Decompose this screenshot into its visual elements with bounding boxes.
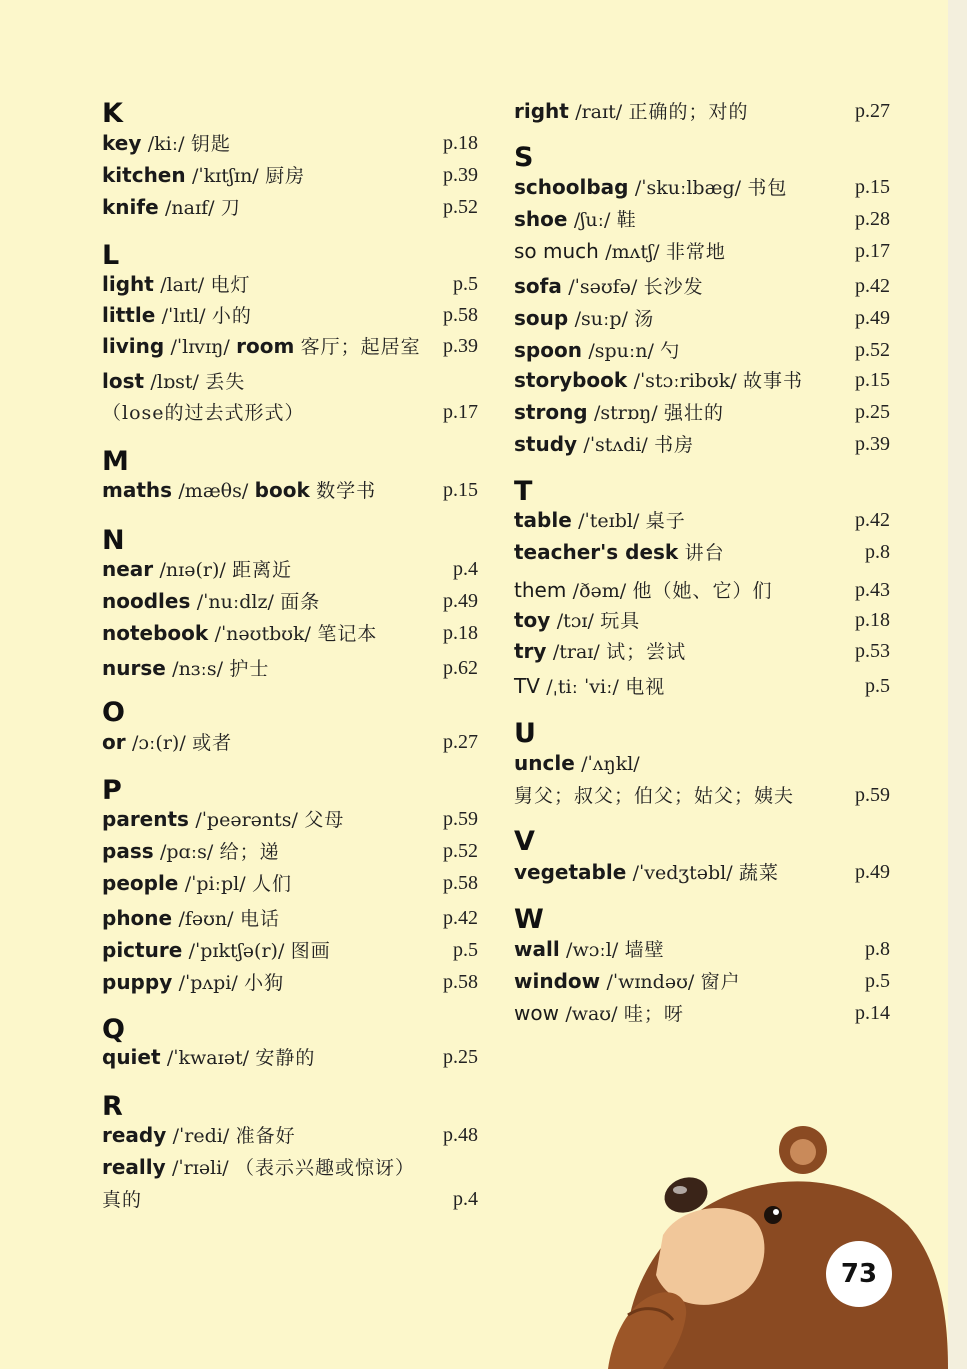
glossary-entry <box>102 618 478 648</box>
glossary-entry <box>514 537 890 567</box>
entry-phonetic: /mʌtʃ/ <box>605 241 660 263</box>
entry-word: maths <box>102 478 173 502</box>
entry-page-ref: p.5 <box>453 939 478 961</box>
entry-word: living <box>102 334 165 358</box>
glossary-entry <box>514 365 890 395</box>
entry-page-ref: p.58 <box>443 971 478 993</box>
entry-phonetic: /ˈʌŋkl/ <box>581 753 640 775</box>
entry-word: wow <box>514 1001 559 1025</box>
glossary-entry <box>102 1042 478 1072</box>
entry-page-ref: p.4 <box>453 1188 478 1210</box>
entry-page-ref: p.5 <box>865 675 890 697</box>
entry-page-ref: p.8 <box>865 938 890 960</box>
section-letter-q: Q <box>102 1014 125 1045</box>
entry-page-ref: p.14 <box>855 1002 890 1024</box>
section-letter-m: M <box>102 446 129 477</box>
entry-word: TV <box>514 674 540 698</box>
entry-meaning: 厨房 <box>265 165 306 187</box>
entry-page-ref: p.49 <box>443 590 478 612</box>
entry-meaning: 安静的 <box>255 1047 316 1069</box>
entry-meaning: 哇；呀 <box>623 1003 684 1025</box>
entry-page-ref: p.15 <box>443 479 478 501</box>
entry-phonetic: /ˈnəʊtbʊk/ <box>214 623 311 645</box>
glossary-entry <box>102 300 478 330</box>
entry-page-ref: p.59 <box>443 808 478 830</box>
glossary-entry <box>514 636 890 666</box>
glossary-entry <box>102 160 478 190</box>
glossary-entry <box>102 1184 478 1214</box>
glossary-entry <box>514 998 890 1028</box>
glossary-entry <box>102 903 478 933</box>
glossary-entry <box>102 397 478 427</box>
entry-word: soup <box>514 306 569 330</box>
bear-illustration <box>608 1115 948 1369</box>
entry-phonetic: /ˈredi/ <box>172 1125 230 1147</box>
entry-phonetic: /ʃuː/ <box>573 209 611 231</box>
entry-word: phone <box>102 906 173 930</box>
section-letter-s: S <box>514 142 534 173</box>
entry-meaning: 笔记本 <box>317 623 378 645</box>
glossary-entry <box>514 857 890 887</box>
entry-phonetic: /spuːn/ <box>588 340 654 362</box>
entry-phonetic: /ˈteɪbl/ <box>578 510 640 532</box>
glossary-entry <box>514 966 890 996</box>
entry-meaning: 护士 <box>229 658 270 680</box>
entry-page-ref: p.15 <box>855 176 890 198</box>
glossary-entry <box>102 836 478 866</box>
entry-phonetic: /ˈstʌdi/ <box>583 434 648 456</box>
entry-page-ref: p.25 <box>443 1046 478 1068</box>
entry-word: picture <box>102 938 183 962</box>
section-letter-p: P <box>102 775 122 806</box>
entry-meaning: （表示兴趣或惊讶） <box>234 1157 415 1179</box>
entry-meaning: 试；尝试 <box>606 641 687 663</box>
entry-phonetic: /ˈstɔːribʊk/ <box>633 370 737 392</box>
glossary-entry <box>514 172 890 202</box>
entry-page-ref: p.52 <box>443 840 478 862</box>
entry-phonetic: /nɪə(r)/ <box>159 559 226 581</box>
entry-phonetic: /ˈskuːlbæg/ <box>634 177 742 199</box>
entry-word: vegetable <box>514 860 627 884</box>
entry-phonetic: /kiː/ <box>147 133 185 155</box>
entry-page-ref: p.52 <box>443 196 478 218</box>
glossary-entry <box>102 727 478 757</box>
entry-word: window <box>514 969 601 993</box>
entry-meaning: 距离近 <box>232 559 293 581</box>
entry-meaning: 正确的；对的 <box>628 101 749 123</box>
entry-meaning: 蔬菜 <box>739 862 780 884</box>
entry-meaning: 电视 <box>625 676 666 698</box>
entry-word: so much <box>514 239 599 263</box>
entry-phonetic: /ˈlɪvɪŋ/ <box>170 336 230 358</box>
entry-phonetic: /pɑːs/ <box>159 841 214 863</box>
entry-word: notebook <box>102 621 209 645</box>
entry-phonetic: /ˈrɪəli/ <box>172 1157 229 1179</box>
entry-meaning: 桌子 <box>645 510 686 532</box>
entry-meaning: 数学书 <box>316 480 377 502</box>
section-letter-k: K <box>102 98 123 129</box>
entry-word: schoolbag <box>514 175 629 199</box>
entry-page-ref: p.17 <box>443 401 478 423</box>
glossary-entry <box>514 96 890 126</box>
entry-meaning: 父母 <box>304 809 345 831</box>
entry-phonetic: /ˈkwaɪət/ <box>166 1047 249 1069</box>
glossary-entry <box>102 128 478 158</box>
entry-meaning: 鞋 <box>616 209 637 231</box>
glossary-entry <box>102 868 478 898</box>
entry-meaning: 墙壁 <box>624 939 665 961</box>
glossary-entry <box>102 1120 478 1150</box>
entry-word: uncle <box>514 751 575 775</box>
entry-word: parents <box>102 807 189 831</box>
entry-word: people <box>102 871 179 895</box>
glossary-entry <box>102 366 478 396</box>
entry-meaning: 丢失 <box>205 371 246 393</box>
entry-meaning: （lose的过去式形式） <box>102 402 305 424</box>
section-letter-n: N <box>102 525 125 556</box>
entry-word: puppy <box>102 970 173 994</box>
entry-phonetic: /raɪt/ <box>575 101 623 123</box>
page-number: 73 <box>826 1241 892 1307</box>
entry-word: table <box>514 508 572 532</box>
entry-phonetic: /laɪt/ <box>160 274 205 296</box>
entry-meaning: 长沙发 <box>643 276 704 298</box>
entry-page-ref: p.8 <box>865 541 890 563</box>
entry-word: strong <box>514 400 588 424</box>
entry-page-ref: p.58 <box>443 304 478 326</box>
glossary-entry <box>514 335 890 365</box>
entry-meaning: 书包 <box>747 177 788 199</box>
glossary-entry <box>514 748 890 778</box>
entry-phonetic: /ˌtiː ˈviː/ <box>546 676 619 698</box>
entry-word: pass <box>102 839 154 863</box>
entry-meaning: 钥匙 <box>190 133 231 155</box>
entry-meaning: 汤 <box>634 308 655 330</box>
entry-page-ref: p.49 <box>855 861 890 883</box>
entry-phonetic: /wɔːl/ <box>566 939 619 961</box>
entry-word: quiet <box>102 1045 161 1069</box>
glossary-entry <box>514 397 890 427</box>
entry-page-ref: p.49 <box>855 307 890 329</box>
entry-page-ref: p.18 <box>443 132 478 154</box>
glossary-entry <box>514 605 890 635</box>
entry-page-ref: p.58 <box>443 872 478 894</box>
entry-meaning: 勺 <box>660 340 681 362</box>
entry-word: nurse <box>102 656 166 680</box>
section-letter-r: R <box>102 1091 123 1122</box>
section-letter-l: L <box>102 240 120 271</box>
entry-phonetic: /ɔː(r)/ <box>131 732 186 754</box>
glossary-entry <box>102 653 478 683</box>
entry-page-ref: p.62 <box>443 657 478 679</box>
entry-meaning: 故事书 <box>743 370 804 392</box>
entry-meaning: 强壮的 <box>664 402 725 424</box>
entry-word: near <box>102 557 154 581</box>
section-letter-o: O <box>102 697 125 728</box>
entry-word: right <box>514 99 569 123</box>
entry-phonetic: /ˈwɪndəʊ/ <box>606 971 695 993</box>
glossary-entry <box>102 935 478 965</box>
entry-page-ref: p.42 <box>855 275 890 297</box>
glossary-entry <box>102 967 478 997</box>
entry-meaning: 刀 <box>220 197 241 219</box>
entry-word: try <box>514 639 547 663</box>
entry-phonetic: /ˈpiːpl/ <box>184 873 246 895</box>
glossary-entry <box>514 575 890 605</box>
entry-meaning: 面条 <box>280 591 321 613</box>
entry-phonetic: /traɪ/ <box>552 641 600 663</box>
entry-phonetic: /tɔɪ/ <box>556 610 594 632</box>
glossary-entry <box>514 505 890 535</box>
section-letter-u: U <box>514 718 536 749</box>
glossary-entry <box>514 204 890 234</box>
entry-word: study <box>514 432 578 456</box>
entry-meaning: 窗户 <box>700 971 741 993</box>
entry-meaning: 或者 <box>192 732 233 754</box>
entry-word: them <box>514 578 567 602</box>
entry-page-ref: p.48 <box>443 1124 478 1146</box>
entry-phonetic: /ˈlɪtl/ <box>161 305 206 327</box>
entry-meaning: 人们 <box>251 873 292 895</box>
entry-phonetic: /ˈkɪtʃɪn/ <box>191 165 259 187</box>
entry-phonetic: /suːp/ <box>574 308 628 330</box>
page-edge <box>948 0 967 1369</box>
glossary-entry <box>102 192 478 222</box>
entry-word-second: room <box>236 334 295 358</box>
entry-phonetic: /naɪf/ <box>165 197 215 219</box>
entry-page-ref: p.28 <box>855 208 890 230</box>
entry-page-ref: p.27 <box>855 100 890 122</box>
glossary-entry <box>514 934 890 964</box>
entry-phonetic: /waʊ/ <box>565 1003 618 1025</box>
entry-phonetic: /lɒst/ <box>150 371 199 393</box>
glossary-entry <box>102 331 478 361</box>
entry-word: kitchen <box>102 163 186 187</box>
glossary-entry <box>514 271 890 301</box>
entry-page-ref: p.39 <box>855 433 890 455</box>
glossary-entry <box>102 554 478 584</box>
entry-word: really <box>102 1155 166 1179</box>
entry-meaning: 电话 <box>239 908 280 930</box>
entry-phonetic: /ˈvedʒtəbl/ <box>632 862 733 884</box>
entry-page-ref: p.18 <box>443 622 478 644</box>
entry-word: shoe <box>514 207 568 231</box>
section-letter-w: W <box>514 904 544 935</box>
entry-word: wall <box>514 937 560 961</box>
entry-meaning: 非常地 <box>665 241 726 263</box>
entry-phonetic: /fəʊn/ <box>178 908 234 930</box>
entry-page-ref: p.4 <box>453 558 478 580</box>
entry-word: storybook <box>514 368 628 392</box>
entry-phonetic: /mæθs/ <box>178 480 249 502</box>
entry-meaning: 电灯 <box>210 274 251 296</box>
entry-phonetic: /ˈpɪktʃə(r)/ <box>188 940 285 962</box>
section-letter-v: V <box>514 826 535 857</box>
glossary-entry <box>102 804 478 834</box>
entry-page-ref: p.18 <box>855 609 890 631</box>
glossary-entry <box>102 269 478 299</box>
entry-meaning: 小狗 <box>244 972 285 994</box>
entry-page-ref: p.15 <box>855 369 890 391</box>
entry-word: knife <box>102 195 159 219</box>
glossary-entry <box>102 475 478 505</box>
glossary-entry <box>514 303 890 333</box>
glossary-entry <box>514 671 890 701</box>
entry-word-second: book <box>254 478 310 502</box>
entry-page-ref: p.59 <box>855 784 890 806</box>
entry-page-ref: p.5 <box>453 273 478 295</box>
entry-page-ref: p.42 <box>855 509 890 531</box>
entry-word: sofa <box>514 274 562 298</box>
glossary-entry <box>102 586 478 616</box>
entry-phonetic: /strɒŋ/ <box>593 402 658 424</box>
entry-meaning: 真的 <box>102 1189 143 1211</box>
entry-word: ready <box>102 1123 167 1147</box>
entry-meaning: 玩具 <box>600 610 641 632</box>
glossary-entry <box>102 1152 478 1182</box>
entry-meaning: 客厅；起居室 <box>300 336 421 358</box>
section-letter-t: T <box>514 476 533 507</box>
entry-meaning: 给；递 <box>219 841 280 863</box>
entry-page-ref: p.39 <box>443 335 478 357</box>
entry-page-ref: p.43 <box>855 579 890 601</box>
entry-phonetic: /ðəm/ <box>572 580 627 602</box>
entry-meaning: 讲台 <box>684 542 725 564</box>
entry-phonetic: /ˈpʌpi/ <box>178 972 238 994</box>
entry-phonetic: /nɜːs/ <box>172 658 224 680</box>
entry-phonetic: /ˈsəʊfə/ <box>568 276 638 298</box>
entry-page-ref: p.39 <box>443 164 478 186</box>
entry-word: little <box>102 303 156 327</box>
entry-page-ref: p.53 <box>855 640 890 662</box>
glossary-entry <box>514 780 890 810</box>
entry-word: spoon <box>514 338 582 362</box>
entry-page-ref: p.52 <box>855 339 890 361</box>
glossary-entry <box>514 236 890 266</box>
entry-meaning: 准备好 <box>235 1125 296 1147</box>
entry-page-ref: p.17 <box>855 240 890 262</box>
entry-word: toy <box>514 608 551 632</box>
entry-meaning: 舅父；叔父；伯父；姑父；姨夫 <box>514 785 795 807</box>
entry-meaning: 图画 <box>290 940 331 962</box>
entry-meaning: 他（她、它）们 <box>632 580 773 602</box>
entry-page-ref: p.25 <box>855 401 890 423</box>
entry-word: or <box>102 730 126 754</box>
glossary-entry <box>514 429 890 459</box>
entry-phonetic: /ˈpeərənts/ <box>195 809 298 831</box>
entry-phonetic: /ˈnuːdlz/ <box>196 591 274 613</box>
entry-page-ref: p.27 <box>443 731 478 753</box>
entry-word: key <box>102 131 142 155</box>
entry-page-ref: p.5 <box>865 970 890 992</box>
entry-word: light <box>102 272 154 296</box>
entry-meaning: 书房 <box>654 434 695 456</box>
entry-meaning: 小的 <box>211 305 252 327</box>
entry-word: lost <box>102 369 145 393</box>
entry-page-ref: p.42 <box>443 907 478 929</box>
entry-word: noodles <box>102 589 191 613</box>
entry-word: teacher's desk <box>514 540 679 564</box>
